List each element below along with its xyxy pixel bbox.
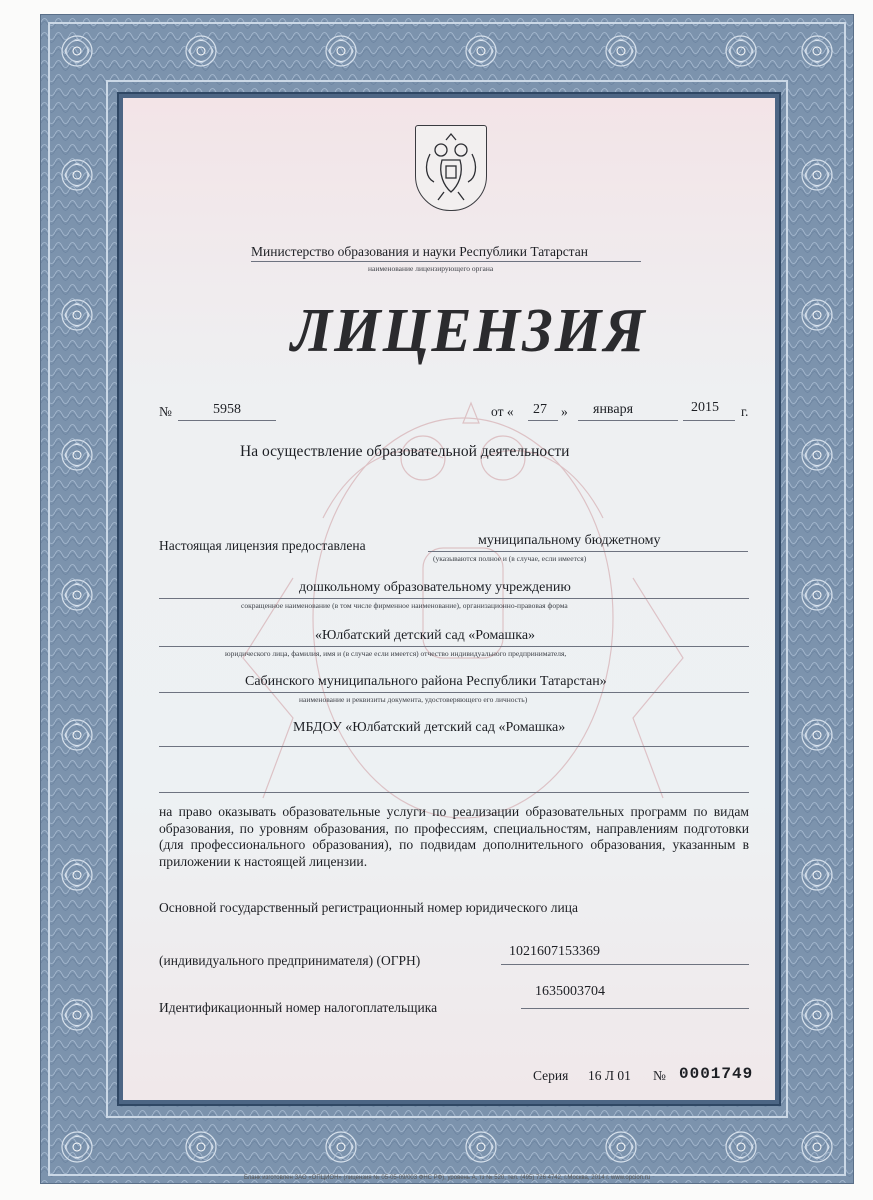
licensee-line-4: Сабинского муниципального района Республики Татарстан» — [245, 674, 607, 689]
licensee-line-3: «Юлбатский детский сад «Ромашка» — [315, 628, 536, 643]
series-no-label: № — [653, 1068, 666, 1083]
licensee-line-2: дошкольному образовательному учреждению — [299, 580, 571, 595]
licensee-label: Настоящая лицензия предоставлена — [159, 538, 366, 553]
series-number: 0001749 — [679, 1065, 754, 1083]
inn-value: 1635003704 — [535, 984, 605, 999]
licensee-caption-2: сокращенное наименование (в том числе фирменное наименование), организационно-правовая форма — [241, 601, 568, 610]
ogrn-label-1: Основной государственный регистрационный номер юридического лица — [159, 900, 578, 915]
licensee-caption-3: юридического лица, фамилия, имя и (в случае если имеется) отчество индивидуального предпринимателя, — [225, 649, 567, 658]
activity-type: На осуществление образовательной деятельности — [240, 443, 570, 460]
date-day-close: » — [561, 404, 568, 419]
license-form — [40, 14, 854, 1184]
date-month: января — [593, 402, 634, 417]
series-code: 16 Л 01 — [588, 1068, 631, 1083]
ogrn-label-2: (индивидуального предпринимателя) (ОГРН) — [159, 953, 421, 968]
license-number: 5958 — [213, 402, 241, 417]
licensee-line-5: МБДОУ «Юлбатский детский сад «Ромашка» — [293, 720, 566, 735]
date-prefix: от « — [491, 404, 514, 419]
licensee-caption-1: (указываются полное и (в случае, если имеется) — [433, 554, 587, 563]
document-paper — [123, 98, 775, 1100]
rights-paragraph: на право оказывать образовательные услуги по реализации образовательных программ по видам образования, по уровням образования, по профессиям, специальностям, направлениям подготовки (для профессионального образования), по подвидам дополнительного образования, указанным в приложении к настоящей лицензии. — [159, 804, 749, 869]
date-day: 27 — [533, 402, 547, 417]
licensee-line-1: муниципальному бюджетному — [478, 533, 661, 548]
licensee-caption-4: наименование и реквизиты документа, удостоверяющего его личность) — [299, 695, 528, 704]
authority-caption: наименование лицензирующего органа — [368, 264, 494, 273]
double-headed-eagle-emblem-icon — [415, 125, 487, 211]
number-label: № — [159, 404, 172, 419]
document-title: ЛИЦЕНЗИЯ — [291, 295, 647, 365]
licensing-authority-name: Министерство образования и науки Республики Татарстан — [251, 244, 588, 259]
date-year: 2015 — [691, 400, 719, 415]
inn-label: Идентификационный номер налогоплательщика — [159, 1000, 438, 1015]
inner-frame — [117, 92, 781, 1106]
series-label: Серия — [533, 1068, 569, 1083]
ogrn-value: 1021607153369 — [509, 944, 600, 959]
printer-note: Бланк изготовлен ЗАО «ОПЦИОН» (лицензия № 05-05-09/003 ФНС РФ), уровень А, тз № 520, тел. (495) 726 4742, г.Москва, 2014 г. www.opcion.ru — [243, 1175, 651, 1181]
year-suffix: г. — [741, 404, 749, 419]
